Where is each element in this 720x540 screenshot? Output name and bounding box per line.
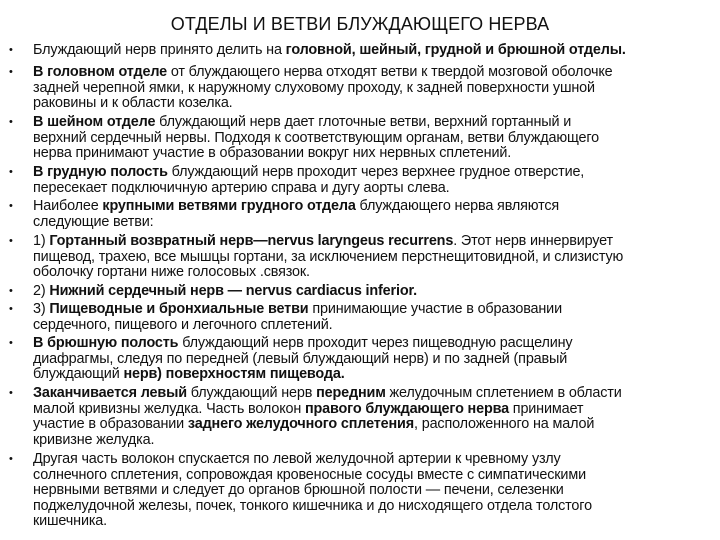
bold-text: нерв) поверхностям пищевода. xyxy=(123,366,345,382)
text: принимающие участие в образовании xyxy=(308,301,562,317)
bullet-item xyxy=(9,114,719,162)
bullet-line xyxy=(33,402,719,418)
text: кривизне желудка. xyxy=(33,431,155,448)
bullet-line xyxy=(33,284,719,300)
bullet-line xyxy=(33,433,719,449)
text: 2) xyxy=(33,283,50,299)
bullet-dot-icon: • xyxy=(9,285,13,297)
bullet-item xyxy=(9,198,719,230)
text: принимает xyxy=(508,400,584,417)
text: Наиболее xyxy=(33,198,103,214)
bullet-item xyxy=(9,164,719,196)
bold-text: Нижний сердечный нерв — nervus cardiacus inferior. xyxy=(49,283,417,299)
text: диафрагмы, следуя по передней (левый блуждающий нерв) и по задней (правый xyxy=(33,350,568,367)
bullet-dot-icon: • xyxy=(9,303,13,315)
bold-text: головной, шейный, грудной и брюшной отделы. xyxy=(285,42,626,58)
bullet-item xyxy=(9,42,719,59)
bullet-item xyxy=(9,64,719,112)
bullet-line xyxy=(33,215,719,231)
text: 1) xyxy=(33,233,50,249)
text: нервными ветвями и следует до органов брюшной полости — печени, селезенки xyxy=(33,482,564,498)
text: 3) xyxy=(33,301,50,317)
bold-text: правого блуждающего нерва xyxy=(305,400,509,417)
bullet-dot-icon: • xyxy=(9,337,13,349)
bullet-line xyxy=(33,96,719,112)
text: блуждающий нерв xyxy=(186,385,317,401)
bullet-line xyxy=(33,265,719,281)
bold-text: В головном отделе xyxy=(33,64,167,80)
bullet-line xyxy=(33,452,719,468)
slide-title: ОТДЕЛЫ И ВЕТВИ БЛУЖДАЮЩЕГО НЕРВА xyxy=(170,14,550,34)
bullet-item xyxy=(9,385,719,448)
text: участие в образовании xyxy=(33,416,188,432)
text: раковины и к области козелка. xyxy=(33,95,233,111)
text: солнечного сплетения, сопровождая кровеносные сосуды вместе с симпатическими xyxy=(33,466,586,483)
bullet-line xyxy=(33,352,719,368)
text: оболочку гортани ниже голосовых .связок. xyxy=(33,264,310,280)
bullet-line xyxy=(33,250,719,266)
bullet-dot-icon: • xyxy=(9,453,13,465)
bold-text: заднего желудочного сплетения xyxy=(187,416,415,432)
text: поджелудочной железы, почек, тонкого кишечника и до нисходящего отдела толстого xyxy=(33,497,592,514)
bold-text: В грудную полость xyxy=(33,164,168,180)
text: блуждающий нерв дает глоточные ветви, верхний гортанный и xyxy=(155,114,572,130)
text: сердечного, пищевого и легочного сплетений. xyxy=(33,316,333,333)
bullet-dot-icon: • xyxy=(9,235,13,247)
text: блуждающего нерва являются xyxy=(355,198,560,214)
bullet-dot-icon: • xyxy=(9,66,13,78)
bold-text: Гортанный возвратный нерв—nervus laryngeus recurrens xyxy=(49,233,454,249)
bullet-line xyxy=(33,165,719,181)
bold-text: Пищеводные и бронхиальные ветви xyxy=(49,301,309,317)
bullet-line xyxy=(33,417,719,433)
text: от блуждающего нерва отходят ветви к твердой мозговой оболочке xyxy=(166,64,613,80)
text: блуждающий xyxy=(33,366,124,382)
bullet-line xyxy=(33,199,719,215)
bullet-item xyxy=(9,335,719,383)
bullet-line xyxy=(33,81,719,97)
bullet-item xyxy=(9,233,719,281)
bold-text: В шейном отделе xyxy=(33,114,156,130)
bullet-line xyxy=(33,483,719,499)
text: верхний сердечный нервы. Подходя к соответствующим органам, ветви блуждающего xyxy=(33,129,599,146)
bullet-line xyxy=(33,499,719,515)
text: Блуждающий нерв принято делить на xyxy=(33,42,286,58)
bullet-line xyxy=(33,367,719,383)
bullet-dot-icon: • xyxy=(9,44,13,56)
bullet-line xyxy=(33,318,719,334)
bold-text: крупными ветвями грудного отдела xyxy=(102,198,356,214)
text: Другая часть волокон спускается по левой желудочной артерии к чревному узлу xyxy=(33,451,561,467)
text: . Этот нерв иннервирует xyxy=(453,233,613,249)
text: , расположенного на малой xyxy=(414,416,595,432)
text: задней черепной ямки, к наружному слуховому проходу, к задней поверхности ушной xyxy=(33,79,595,96)
text: блуждающий нерв проходит через верхнее грудное отверстие, xyxy=(167,164,585,180)
bullet-line xyxy=(33,115,719,131)
bullet-line xyxy=(33,181,719,197)
text: желудочным сплетением в области xyxy=(385,385,622,401)
bullet-line xyxy=(33,386,719,402)
bullet-line xyxy=(33,234,719,250)
bold-text: В брюшную полость xyxy=(33,335,179,351)
bullet-item xyxy=(9,283,719,300)
text: пересекает подключичную артерию справа и дугу аорты слева. xyxy=(33,179,450,196)
bold-text: передним xyxy=(316,385,386,401)
bullet-line xyxy=(33,65,719,81)
bullet-item xyxy=(9,301,719,333)
text: нерва принимают участие в образовании вокруг них нервных сплетений. xyxy=(33,145,512,161)
bullet-dot-icon: • xyxy=(9,116,13,128)
text: следующие ветви: xyxy=(33,213,154,230)
bullet-dot-icon: • xyxy=(9,387,13,399)
bullet-line xyxy=(33,336,719,352)
bullet-line xyxy=(33,146,719,162)
bullet-line xyxy=(33,468,719,484)
bullet-line xyxy=(33,43,719,59)
bullet-line xyxy=(33,514,719,530)
bullet-line xyxy=(33,302,719,318)
bullet-dot-icon: • xyxy=(9,200,13,212)
text: малой кривизны желудка. Часть волокон xyxy=(33,400,305,417)
bold-text: Заканчивается левый xyxy=(33,385,187,401)
text: блуждающий нерв проходит через пищеводную расщелину xyxy=(178,335,573,351)
bullet-item xyxy=(9,451,719,530)
text: пищевод, трахею, все мышцы гортани, за исключением перстнещитовидной, и слизистую xyxy=(33,248,624,265)
bullet-line xyxy=(33,131,719,147)
text: кишечника. xyxy=(33,513,108,529)
bullet-dot-icon: • xyxy=(9,166,13,178)
